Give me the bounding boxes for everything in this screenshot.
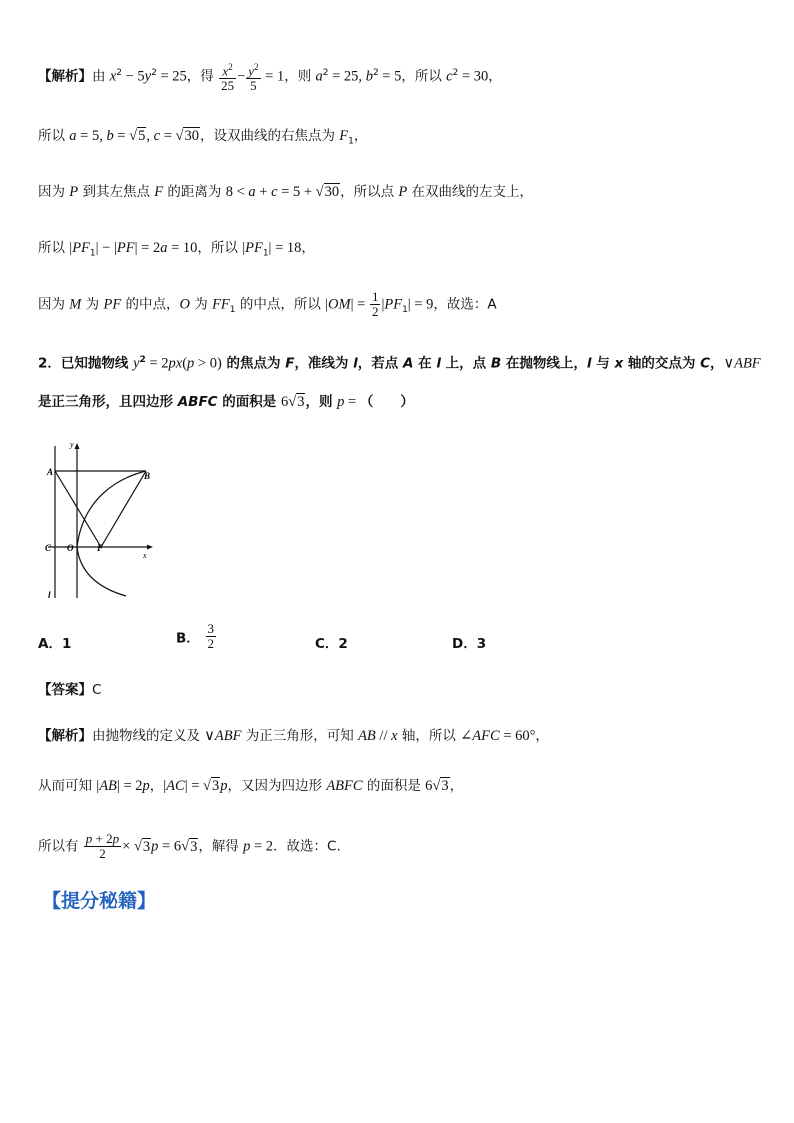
segment-af (55, 471, 101, 547)
analysis-label: 【解析】 (38, 68, 92, 85)
solution-label: 【解析】 (38, 728, 92, 744)
solution-line-3: 所以有 $\frac{p + 2p}{2}$ × √3p = 6√3，解得 p = 2．故选：C. (38, 831, 341, 861)
fraction: $\frac{p + 2p}{2}$ (85, 831, 120, 861)
fraction: $\frac{x^2}{25}$ (221, 62, 235, 94)
option-c-value: 2 (338, 636, 348, 652)
label-y: y (70, 440, 74, 449)
prev-solution-line-1: 【解析】由 $x^2 - 5y^2 = 25$，得 $\frac{x^2}{25}$ − $\frac{y^2}{5}$ = 1，则 $a^2 = 25$, $b^2 = 5$，所以 $c^2 = 30$， (38, 62, 502, 94)
prev-solution-line-5: 因为 M 为 PF 的中点，O 为 $FF_1$ 的中点，所以 |OM| = $\frac{1}{2}$ $|PF_1| = 9$，故选：A (38, 289, 497, 319)
answer-value: C (92, 682, 102, 698)
question-number: 2． (38, 355, 61, 372)
question-line-1: 2．已知抛物线 $y^2 = 2px(p > 0)$ 的焦点为 F，准线为 l，若点 A 在 l 上，点 B 在抛物线上，l 与 x 轴的交点为 C，∨ABF (38, 355, 761, 372)
parabola-figure (38, 438, 163, 603)
option-b[interactable]: B． $\frac{3}{2}$ (176, 621, 214, 651)
prev-solution-line-4: 所以 $|PF_1| - |PF| = 2a = 10$，所以 $|PF_1| = 18$， (38, 240, 315, 259)
option-d-value: 3 (476, 636, 487, 652)
label-b: B (144, 471, 151, 481)
answer-line (38, 680, 101, 700)
option-a[interactable]: A．1 (38, 636, 72, 652)
prev-solution-line-3: 因为 P 到其左焦点 F 的距离为 8 < a + c = 5 + √30，所以点 P 在双曲线的左支上， (38, 184, 534, 200)
label-o: O (67, 543, 74, 553)
label-x: x (143, 551, 147, 560)
answer-label: 【答案】 (38, 682, 92, 698)
fraction: $\frac{1}{2}$ (371, 289, 379, 319)
label-f: F (97, 543, 104, 553)
section-heading: 【提分秘籍】 (42, 890, 157, 912)
prev-solution-line-2: 所以 a = 5, b = √5, c = √30，设双曲线的右焦点为 $F_1$， (38, 128, 368, 147)
solution-line-1: 【解析】由抛物线的定义及 ∨ABF 为正三角形，可知 AB // x 轴，所以 ∠AFC = 60°， (38, 728, 549, 744)
segment-bf (101, 471, 146, 547)
option-c[interactable]: C．2 (315, 636, 348, 652)
label-a: A (47, 467, 54, 477)
option-a-value: 1 (61, 636, 72, 652)
fraction: $\frac{y^2}{5}$ (248, 62, 259, 94)
question-line-2: 是正三角形，且四边形 ABFC 的面积是 6√3，则 p = （ ） (38, 394, 414, 410)
parabola-curve (77, 471, 146, 596)
solution-line-2: 从而可知 |AB| = 2p，|AC| = √3p，又因为四边形 ABFC 的面积是 6√3， (38, 778, 464, 794)
option-b-value: $\frac{3}{2}$ (207, 621, 214, 651)
label-c: C (45, 543, 52, 553)
option-d[interactable]: D．3 (452, 636, 487, 652)
label-l: l (48, 590, 51, 600)
